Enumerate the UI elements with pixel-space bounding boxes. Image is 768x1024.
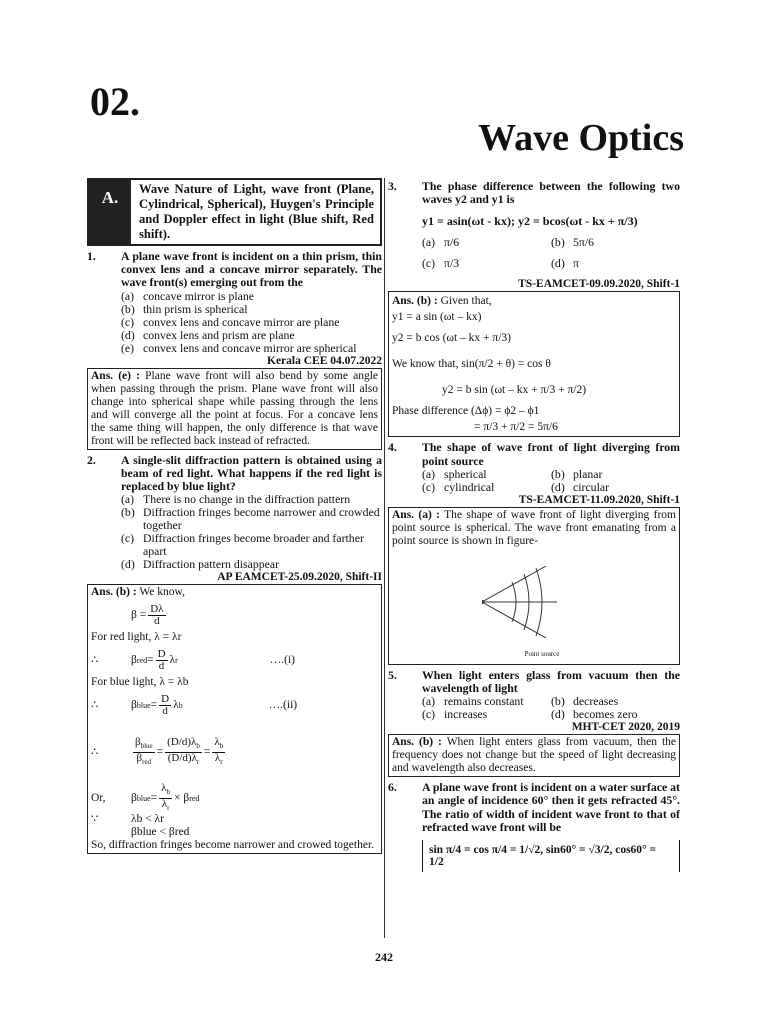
answer-box (87, 368, 382, 450)
option-label: (b) (551, 235, 565, 250)
question-number: 1. (87, 249, 96, 263)
red-light-line: For red light, λ = λr (91, 631, 182, 644)
answer-box (388, 507, 680, 665)
answer-box (87, 584, 382, 854)
option-text: decreases (573, 694, 619, 709)
right-column (388, 178, 680, 872)
fraction: $\frac{D\lambda}{d}$ (150, 602, 164, 627)
since-text-2: βblue < βred (131, 826, 190, 839)
trig-hint: sin π/4 = cos π/4 = 1/√2, sin60° = √3/2, cos60° = 1/2 (422, 840, 680, 872)
equation-tag: ….(i) (269, 653, 296, 666)
q5-options (388, 695, 680, 721)
answer-box (388, 291, 680, 437)
option-label: (c) (422, 707, 436, 722)
q2-options (87, 493, 382, 571)
since-text-1: λb < λr (131, 813, 164, 826)
option (551, 708, 680, 721)
option-text: becomes zero (573, 707, 638, 722)
blue-light-line: For blue light, λ = λb (91, 676, 189, 689)
option-text: convex lens and prism are plane (143, 327, 295, 342)
option-text: Diffraction fringes become narrower and crowded together (143, 505, 380, 533)
identity-line: We know that, sin(π/2 + θ) = cos θ (392, 358, 551, 371)
question-4 (388, 441, 680, 467)
question-5 (388, 669, 680, 695)
question-number: 2. (87, 452, 96, 467)
page-number: 242 (375, 950, 393, 964)
option (121, 532, 382, 558)
question-text: The shape of wave front of light diverging from point source (422, 440, 680, 468)
answer-label: Ans. (b) : (392, 736, 442, 749)
answer-text: The shape of wave front of light diverging from point source is spherical. The wave front emanating from a point source is shown in figure- (392, 508, 676, 547)
answer-label: Ans. (b) : (392, 295, 438, 308)
option-label: (e) (121, 340, 135, 355)
option-text: cylindrical (444, 479, 495, 494)
question-number: 5. (388, 667, 397, 682)
option-label: (c) (121, 314, 135, 329)
formula-ratio: ∴ $\frac{\beta_{blue}}{\beta_{red}}$ = $\frac{(D/d)\lambda_b}{(D/d)\lambda_r}$ = $\frac{\lambda_b}{\lambda_r}$ (91, 735, 224, 766)
option (551, 468, 680, 481)
question-number: 3. (388, 179, 397, 193)
y1-equation: y1 = a sin (ωt – kx) (392, 311, 482, 324)
option (121, 506, 382, 532)
option (422, 708, 551, 721)
option (121, 329, 382, 342)
option-text: increases (444, 707, 488, 722)
option (551, 236, 680, 249)
option-text: remains constant (444, 694, 524, 709)
question-text: A plane wave front is incident on a water surface at an angle of incidence 60° then it gets refracted 45°. The ratio of width of incident wave front to that of refracted wave front will be (422, 780, 680, 834)
equation-tag: ….(ii) (268, 698, 298, 711)
option-label: (d) (551, 256, 565, 271)
chapter-title: Wave Optics (478, 117, 684, 159)
option (121, 290, 382, 303)
option (422, 236, 551, 249)
phase-difference-line: Phase difference (Δϕ) = ϕ2 – ϕ1 (392, 405, 540, 418)
q1-options (87, 290, 382, 355)
answer-text: Plane wave front will also bend by some angle when passing through the prism. Plane wave front will also change into spherical shape while passing through the lens and will converge all the point at focus. For a concave lens the same thing will happen, the only difference is that wave front will be reflected back instead of refracted. (91, 369, 378, 447)
question-1 (87, 250, 382, 290)
formula-or: Or, β blue = $\frac{\lambda_b}{\lambda_r}$ × β red (91, 781, 200, 812)
question-source: TS-EAMCET-09.09.2020, Shift-1 (518, 278, 680, 291)
option-text: convex lens and concave mirror are spherical (143, 340, 357, 355)
question-text: The phase difference between the following two waves y2 and y1 is (422, 179, 680, 207)
question-2 (87, 454, 382, 494)
question-source: MHT-CET 2020, 2019 (571, 721, 680, 734)
section-header (87, 178, 382, 246)
answer-intro: We know, (139, 586, 185, 599)
chapter-number: 02. (90, 79, 140, 124)
wave-equation: y1 = asin(ωt - kx); y2 = bcos(ωt - kx + π/3) (422, 213, 638, 228)
option-label: (b) (551, 466, 565, 481)
since-line: ∵ λb < λr (91, 813, 164, 826)
option-label: (b) (551, 694, 565, 709)
option-text: circular (573, 479, 610, 494)
option-label: (a) (422, 694, 436, 709)
question-number: 4. (388, 440, 397, 455)
question-text: A plane wave front is incident on a thin prism, thin convex lens and a concave mirror separately. The wave front(s) emerging out from the (121, 249, 382, 290)
y2-sine-form: y2 = b sin (ωt – kx + π/3 + π/2) (442, 384, 587, 397)
option (121, 558, 382, 571)
option (422, 481, 551, 494)
option-text: Diffraction pattern disappear (143, 557, 280, 572)
option-text: π/6 (444, 235, 460, 250)
option-label: (c) (422, 256, 436, 271)
option (422, 468, 551, 481)
question-text: A single-slit diffraction pattern is obtained using a beam of red light. What happens if the red light is replaced by blue light? (121, 452, 382, 494)
formula-beta: β = $\frac{D\lambda}{d}$ (131, 602, 164, 627)
option-text: π/3 (444, 256, 460, 271)
column-divider (384, 178, 385, 938)
option-label: (c) (121, 531, 135, 546)
question-source: TS-EAMCET-11.09.2020, Shift-1 (518, 493, 680, 506)
option-label: (b) (121, 301, 135, 316)
question-3 (388, 180, 680, 206)
answer-label: Ans. (a) : (392, 508, 440, 521)
option-text: 5π/6 (573, 235, 595, 250)
spherical-wavefront-figure (482, 554, 582, 644)
section-letter: A. (89, 180, 131, 244)
option-text: spherical (444, 466, 487, 481)
question-source: Kerala CEE 04.07.2022 (267, 354, 382, 367)
option-label: (a) (422, 466, 436, 481)
option (121, 316, 382, 329)
question-number: 6. (388, 780, 397, 795)
formula-beta-blue: ∴ β blue = $\frac{D}{d}$ λ b ….(ii) (91, 692, 298, 717)
option (551, 481, 680, 494)
phase-difference-result: = π/3 + π/2 = 5π/6 (474, 421, 558, 434)
option (121, 303, 382, 316)
answer-text: When light enters glass from vacuum, then the frequency does not change but the speed of light decreasing and wavelength also decreases. (392, 736, 677, 775)
answer-box (388, 734, 680, 777)
option-text: convex lens and concave mirror are plane (143, 314, 340, 329)
option-label: (a) (121, 288, 135, 303)
conclusion-text: So, diffraction fringes become narrower and crowed together. (91, 839, 375, 852)
option-text: There is no change in the diffraction pattern (143, 492, 351, 507)
option-text: Diffraction fringes become broader and farther apart (143, 531, 364, 559)
figure-caption: Point source (524, 649, 560, 658)
q4-options (388, 468, 680, 494)
section-title: Wave Nature of Light, wave front (Plane, Cylindrical, Spherical), Huygen's Principle and Doppler effect in light (Blue shift, Red shift). (139, 182, 374, 241)
option-label: (d) (551, 479, 565, 494)
question-text: When light enters glass from vacuum then the wavelength of light (422, 667, 680, 696)
question-6 (388, 781, 680, 834)
option-label: (d) (121, 557, 135, 572)
wavefront-diagram (482, 554, 676, 661)
or-label: Or, (91, 791, 106, 804)
option-label: (d) (121, 327, 135, 342)
q3-options (388, 236, 680, 270)
left-column (87, 178, 382, 854)
option-text: concave mirror is plane (143, 288, 255, 303)
option-text: thin prism is spherical (143, 301, 248, 316)
option (422, 257, 551, 270)
option-text: planar (573, 466, 603, 481)
option-label: (d) (551, 707, 565, 722)
formula-beta-red: ∴ β red = $\frac{D}{d}$ λ r ….(i) (91, 647, 296, 672)
answer-label: Ans. (e) : (91, 369, 140, 382)
option-text: π (573, 256, 579, 271)
answer-intro: Given that, (440, 295, 492, 308)
option-label: (a) (121, 492, 135, 507)
y2-equation: y2 = b cos (ωt – kx + π/3) (392, 332, 511, 345)
option-label: (a) (422, 235, 436, 250)
option (551, 257, 680, 270)
option-label: (b) (121, 505, 135, 520)
question-source: AP EAMCET-25.09.2020, Shift-II (217, 571, 382, 584)
option-label: (c) (422, 479, 436, 494)
option (121, 342, 382, 355)
answer-label: Ans. (b) : (91, 586, 137, 599)
